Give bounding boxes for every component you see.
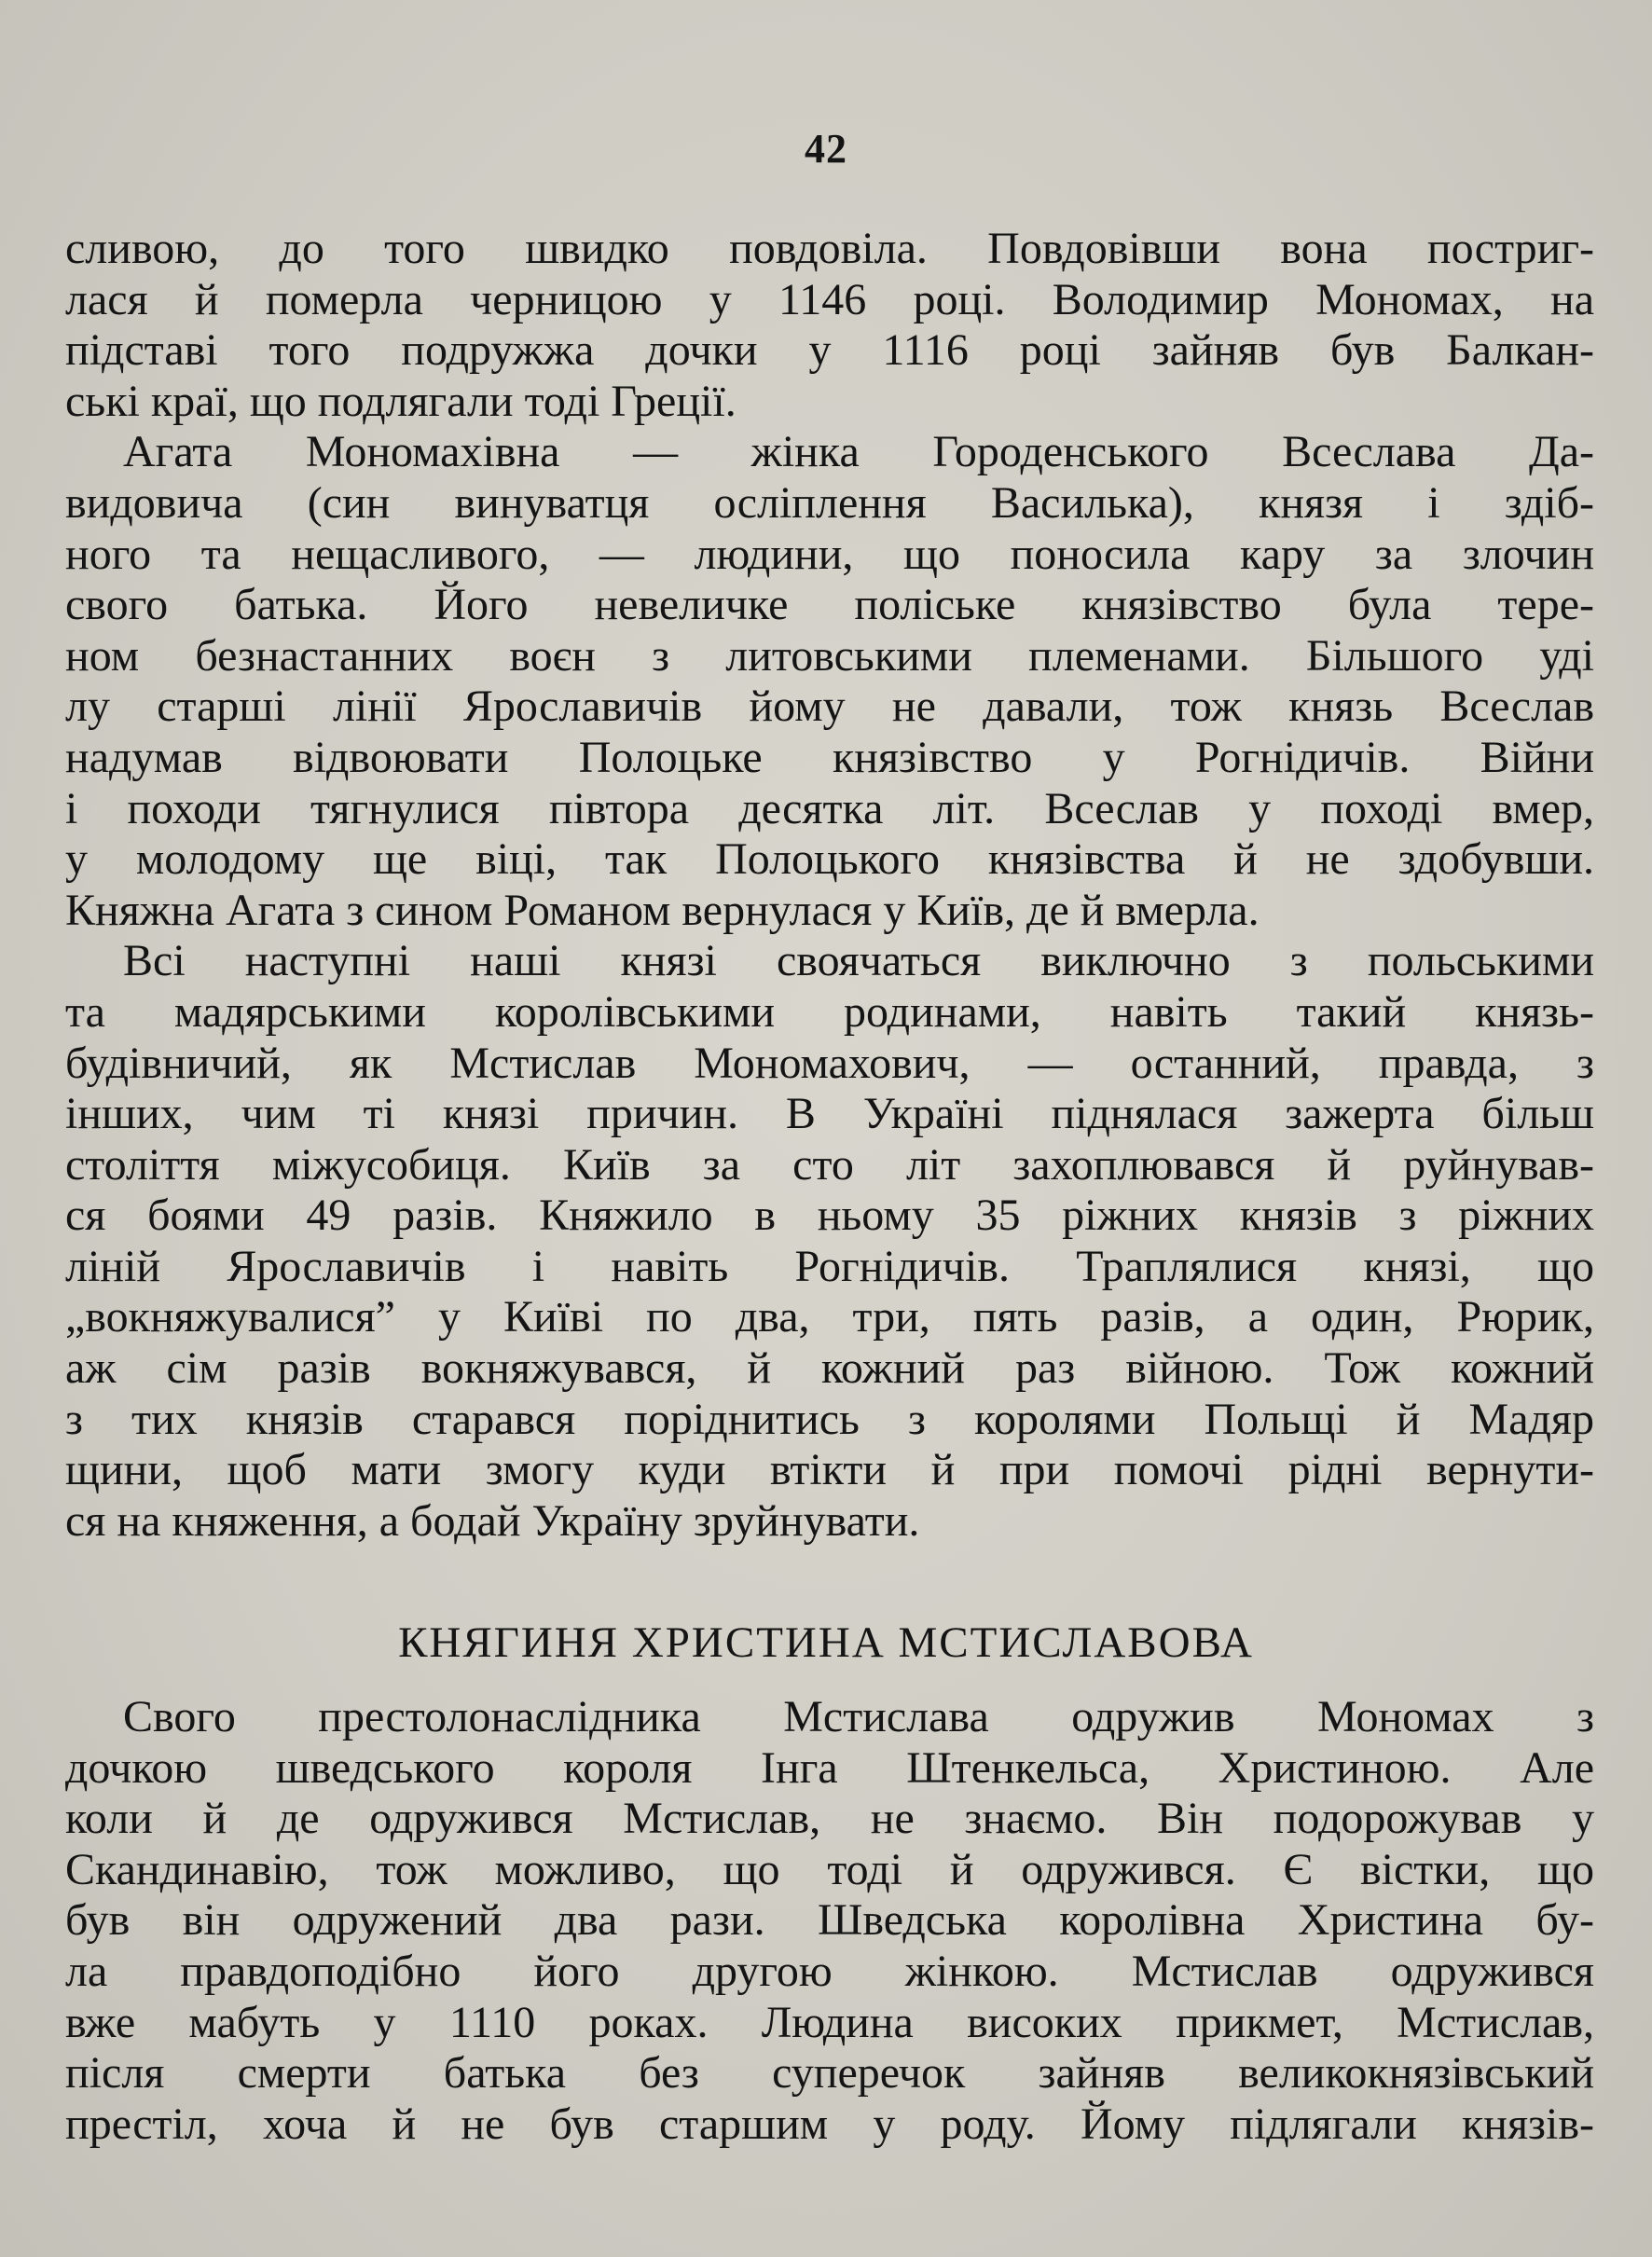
text-line: вже мабуть у 1110 роках. Людина високих прикмет, Мстислав, bbox=[65, 1997, 1594, 2047]
section-heading: КНЯГИНЯ ХРИСТИНА МСТИСЛАВОВА bbox=[398, 1618, 1254, 1667]
text-line: престіл, хоча й не був старшим у роду. Йому підлягали князів- bbox=[65, 2099, 1594, 2149]
text-line: дочкою шведського короля Інга Штенкельса, Христиною. Але bbox=[65, 1742, 1594, 1793]
text-line: надумав відвоювати Полоцьке князівство у Рогнідичів. Війни bbox=[65, 732, 1594, 782]
text-line: з тих князів старався поріднитись з королями Польщі й Мадяр bbox=[65, 1394, 1594, 1444]
text-line: свого батька. Його невеличке поліське князівство була тере- bbox=[65, 580, 1594, 630]
text-line: після смерти батька без суперечок зайняв великокнязівський bbox=[65, 2048, 1594, 2099]
text-line: та мадярськими королівськими родинами, навіть такий князь- bbox=[65, 986, 1594, 1037]
text-line: ліній Ярославичів і навіть Рогнідичів. Траплялися князі, що bbox=[65, 1241, 1594, 1291]
text-line: лу старші лінії Ярославичів йому не давали, тож князь Всеслав bbox=[65, 681, 1594, 732]
text-line: видовича (син винуватця осліплення Василька), князя і здіб- bbox=[65, 477, 1594, 528]
text-line: Свого престолонаслідника Мстислава одружив Мономах з bbox=[123, 1692, 1594, 1741]
text-line: століття міжусобиця. Київ за сто літ захоплювався й руйнував- bbox=[65, 1139, 1594, 1190]
text-line: „вокняжувалися” у Київі по два, три, пять разів, а один, Рюрик, bbox=[65, 1292, 1594, 1342]
text-line: ські краї, що подлягали тоді Греції. bbox=[65, 376, 737, 426]
body-text-top bbox=[65, 224, 1594, 1547]
page-number: 42 bbox=[805, 126, 847, 172]
text-line: аж сім разів вокняжувався, й кожний раз війною. Тож кожний bbox=[65, 1343, 1594, 1394]
text-line: підставі того подружжа дочки у 1116 році зайняв був Балкан- bbox=[65, 325, 1594, 376]
text-line: інших, чим ті князі причин. В Україні піднялася зажерта більш bbox=[65, 1089, 1594, 1139]
text-line: Всі наступні наші князі своячаться виключно з польськими bbox=[123, 936, 1594, 986]
text-line: і походи тягнулися півтора десятка літ. Всеслав у поході вмер, bbox=[65, 783, 1594, 833]
text-line: ном безнастанних воєн з литовськими племенами. Більшого уді bbox=[65, 630, 1594, 681]
text-line: щини, щоб мати змогу куди втікти й при помочі рідні вернути- bbox=[65, 1445, 1594, 1495]
text-line: був він одружений два рази. Шведська королівна Христина бу- bbox=[65, 1895, 1594, 1946]
text-line: коли й де одружився Мстислав, не знаємо. Він подорожував у bbox=[65, 1794, 1594, 1844]
text-line: ся на княження, а бодай Україну зруйнувати. bbox=[65, 1495, 920, 1546]
text-line: ного та нещасливого, — людини, що поносила кару за злочин bbox=[65, 529, 1594, 579]
text-line: у молодому ще віці, так Полоцького князівства й не здобувши. bbox=[65, 834, 1594, 885]
text-line: лася й померла черницою у 1146 році. Володимир Мономах, на bbox=[65, 274, 1594, 324]
text-line: сливою, до того швидко повдовіла. Повдовівши вона постриг- bbox=[65, 224, 1594, 273]
body-text-bottom bbox=[65, 1692, 1594, 2150]
text-line: Скандинавію, тож можливо, що тоді й одружився. Є вістки, що bbox=[65, 1844, 1594, 1894]
text-line: ся боями 49 разів. Княжило в ньому 35 ріжних князів з ріжних bbox=[65, 1190, 1594, 1241]
text-line: будівничий, як Мстислав Мономахович, — останний, правда, з bbox=[65, 1038, 1594, 1088]
text-line: Княжна Агата з сином Романом вернулася у Київ, де й вмерла. bbox=[65, 885, 1260, 935]
text-line: Агата Мономахівна — жінка Городенського Всеслава Да- bbox=[123, 427, 1594, 477]
text-line: ла правдоподібно його другою жінкою. Мстислав одружився bbox=[65, 1946, 1594, 1996]
